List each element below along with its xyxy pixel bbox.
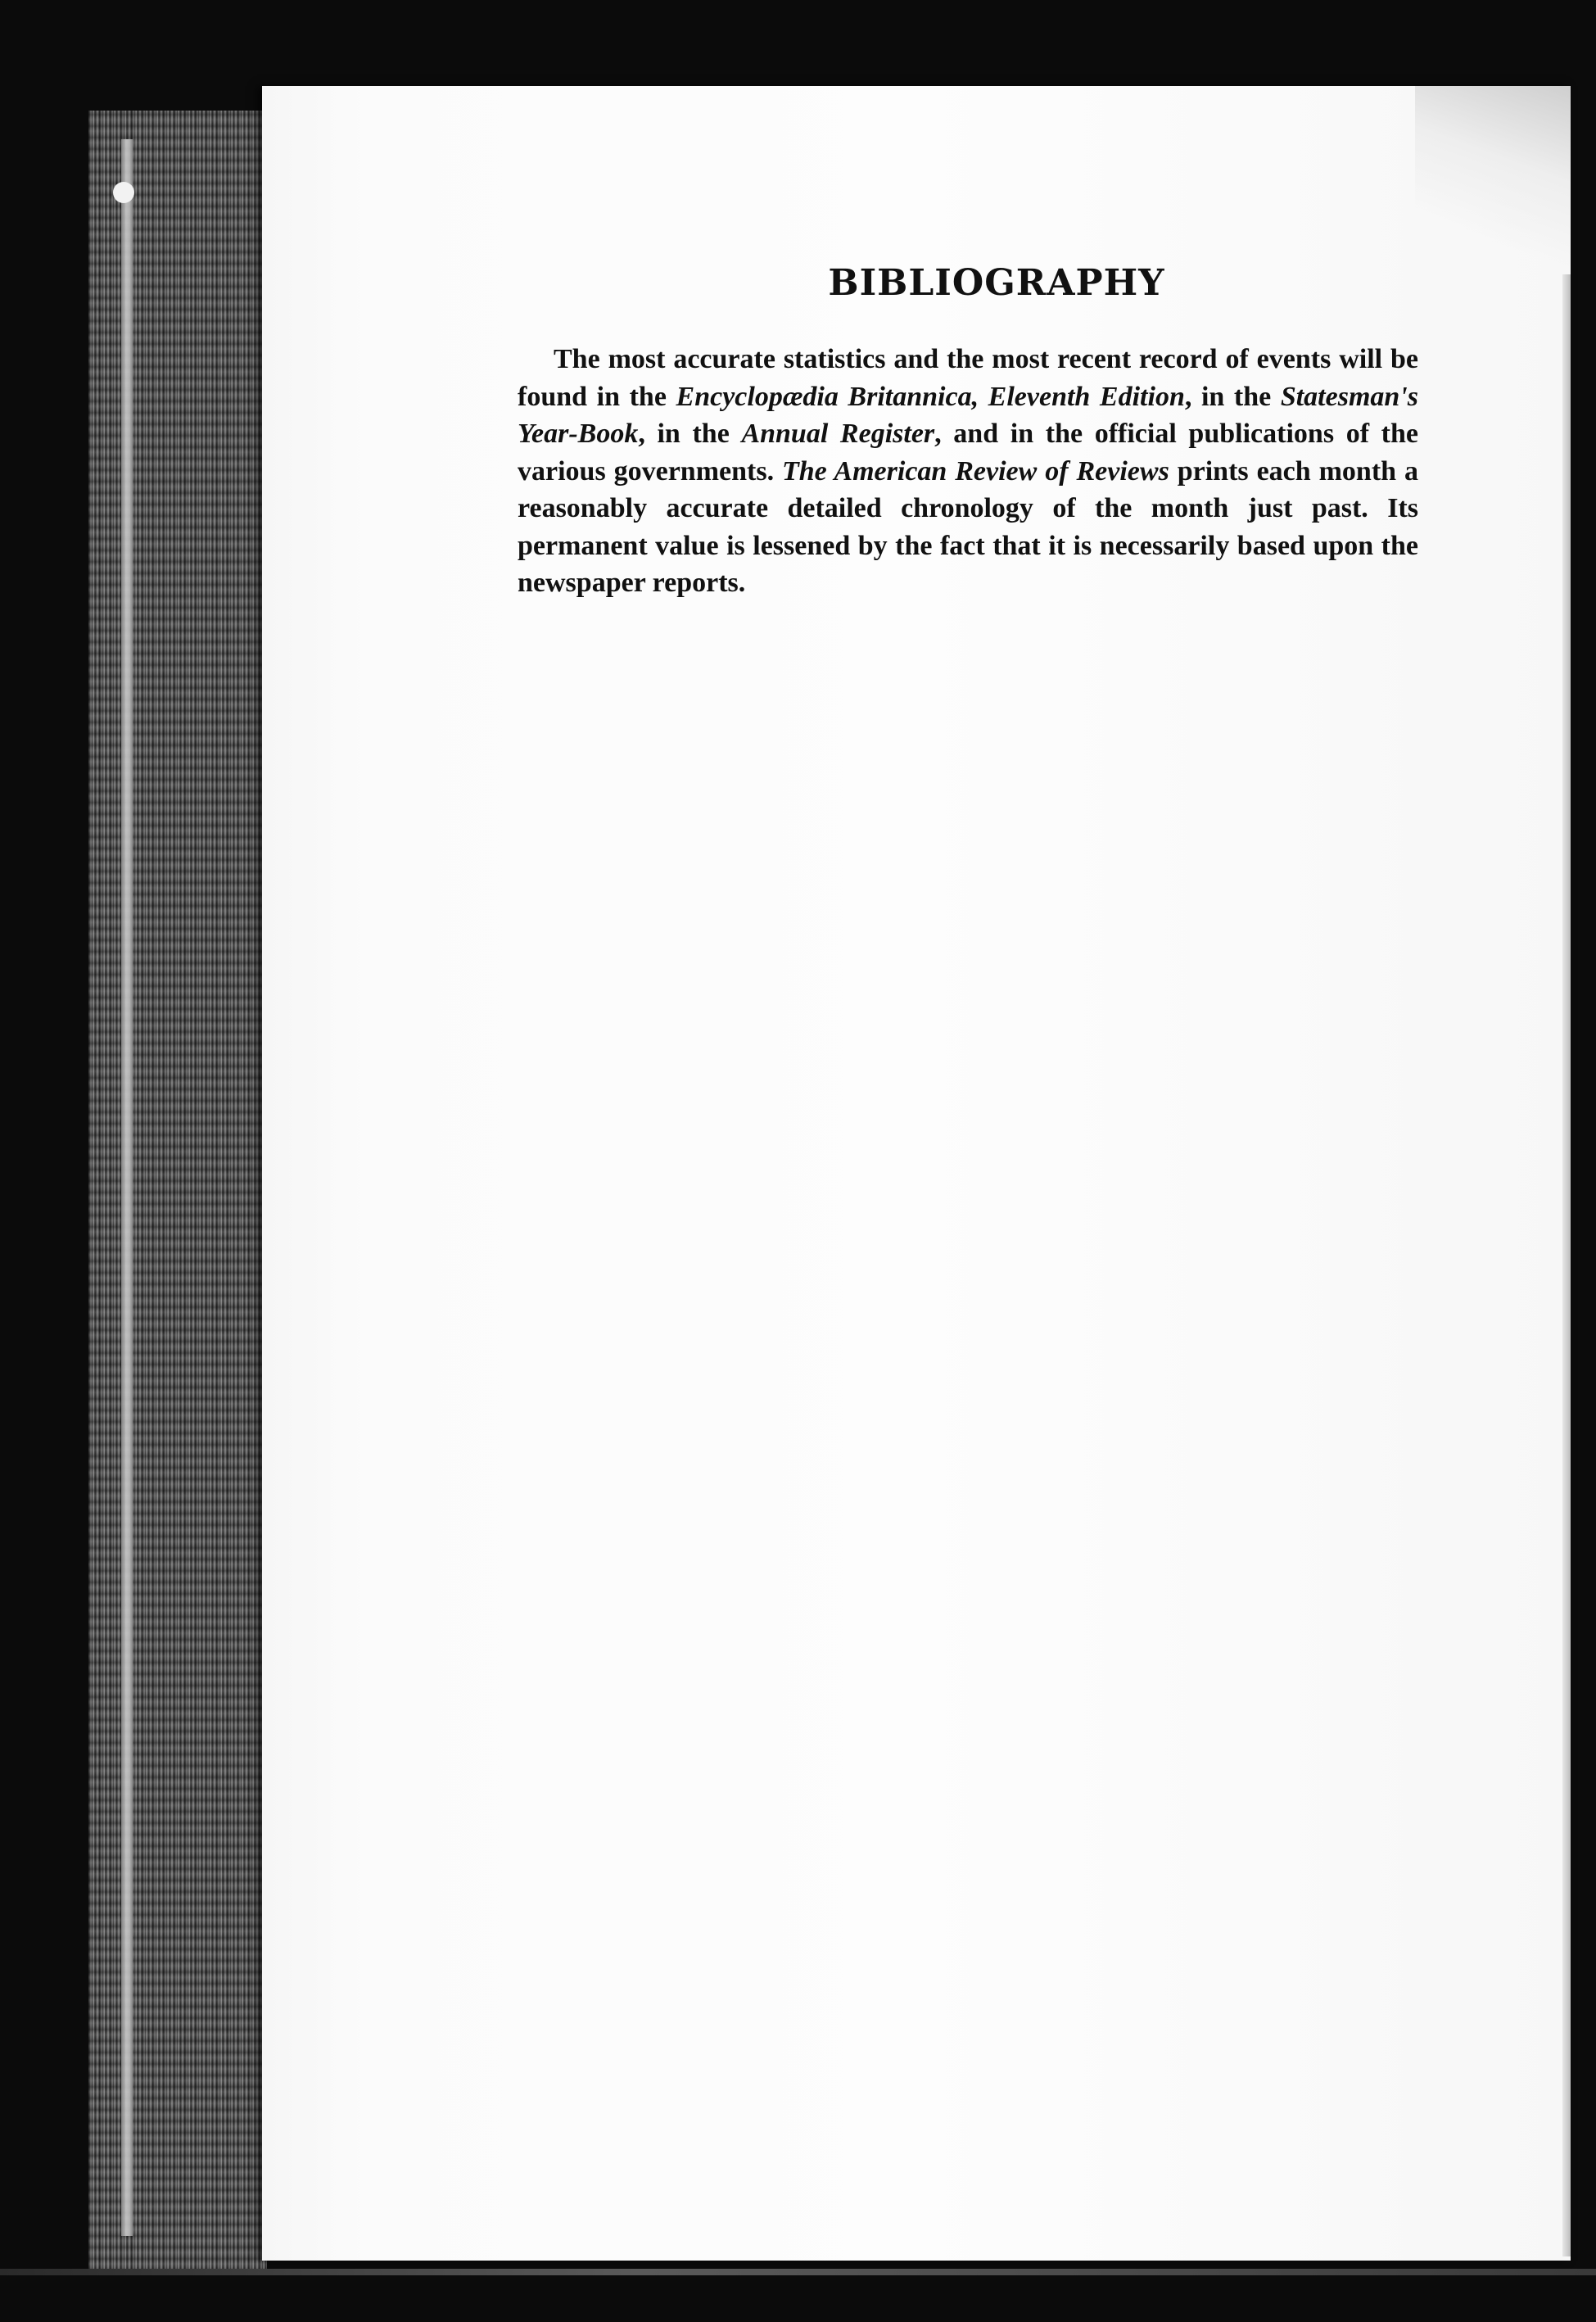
paragraph-segment: , in the <box>1184 381 1281 412</box>
book-fore-edge <box>88 111 267 2273</box>
bibliography-paragraph <box>518 341 1418 602</box>
book-edge-mark <box>113 182 134 203</box>
paragraph-segment-italic: Annual Register <box>741 419 935 449</box>
page-heading: BIBLIOGRAPHY <box>828 262 1165 304</box>
paragraph-segment: , in the <box>638 419 742 449</box>
paragraph-segment: prints each month a reasonably accurate detailed chronology of the month just past. Its permanent value is lessened by the fact that it is necessarily based upon the newspaper reports. <box>518 455 1418 598</box>
book-edge-highlight <box>121 139 133 2236</box>
paragraph-segment: , and in the official publications of the various governments. <box>518 419 1418 487</box>
paragraph-segment-italic: Encyclopædia Britannica, Eleventh Edition <box>676 381 1185 412</box>
paragraph-segment-italic: Statesman's Year-Book <box>518 381 1418 449</box>
scanner-bottom-bar <box>0 2269 1596 2275</box>
page-text-block <box>518 262 1418 602</box>
paragraph-segment-italic: The American Review of Reviews <box>782 455 1169 487</box>
paragraph-segment: The most accurate statistics and the most recent record of events will be found in the <box>518 344 1418 412</box>
page-right-edge <box>1562 274 1571 2256</box>
page-corner-fold <box>1415 86 1571 274</box>
